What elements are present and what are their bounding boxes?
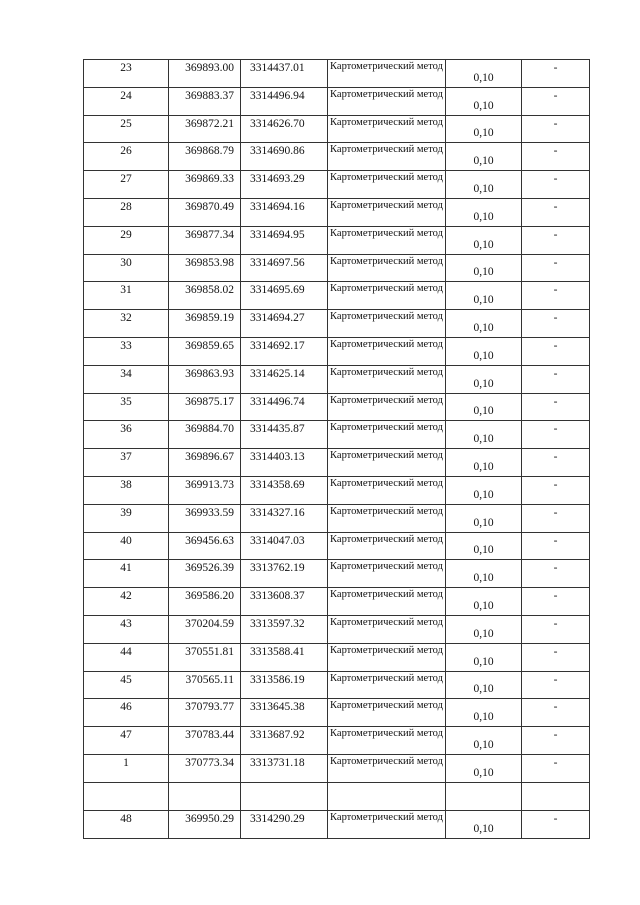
y-coordinate-cell: 3313687.92	[241, 727, 328, 755]
point-number-cell: 23	[84, 60, 169, 88]
y-coordinate-cell: 3314435.87	[241, 421, 328, 449]
point-number-cell: 29	[84, 226, 169, 254]
accuracy-cell: 0,10	[446, 198, 522, 226]
accuracy-cell: 0,10	[446, 588, 522, 616]
x-coordinate-cell: 369933.59	[169, 504, 241, 532]
x-coordinate-cell: 369877.34	[169, 226, 241, 254]
description-cell: -	[522, 115, 590, 143]
accuracy-cell: 0,10	[446, 615, 522, 643]
x-coordinate-cell: 369526.39	[169, 560, 241, 588]
accuracy-cell: 0,10	[446, 699, 522, 727]
point-number-cell: 26	[84, 143, 169, 171]
point-number-cell: 42	[84, 588, 169, 616]
x-coordinate-cell: 369896.67	[169, 449, 241, 477]
x-coordinate-cell: 369950.29	[169, 810, 241, 838]
table-row	[84, 310, 590, 338]
table-row	[84, 87, 590, 115]
y-coordinate-cell: 3314693.29	[241, 171, 328, 199]
table-row	[84, 532, 590, 560]
point-number-cell	[84, 782, 169, 810]
accuracy-cell	[446, 782, 522, 810]
method-cell: Картометрический метод	[328, 699, 446, 727]
point-number-cell: 25	[84, 115, 169, 143]
point-number-cell: 30	[84, 254, 169, 282]
description-cell: -	[522, 615, 590, 643]
point-number-cell: 45	[84, 671, 169, 699]
table-row	[84, 727, 590, 755]
accuracy-cell: 0,10	[446, 671, 522, 699]
method-cell: Картометрический метод	[328, 393, 446, 421]
accuracy-cell: 0,10	[446, 560, 522, 588]
accuracy-cell: 0,10	[446, 337, 522, 365]
table-row	[84, 560, 590, 588]
table-row	[84, 282, 590, 310]
table-row	[84, 615, 590, 643]
accuracy-cell: 0,10	[446, 727, 522, 755]
description-cell: -	[522, 282, 590, 310]
description-cell: -	[522, 393, 590, 421]
method-cell: Картометрический метод	[328, 254, 446, 282]
method-cell: Картометрический метод	[328, 643, 446, 671]
description-cell: -	[522, 588, 590, 616]
accuracy-cell: 0,10	[446, 476, 522, 504]
point-number-cell: 38	[84, 476, 169, 504]
point-number-cell: 46	[84, 699, 169, 727]
x-coordinate-cell: 369456.63	[169, 532, 241, 560]
description-cell: -	[522, 337, 590, 365]
x-coordinate-cell: 369858.02	[169, 282, 241, 310]
description-cell: -	[522, 310, 590, 338]
table-row	[84, 504, 590, 532]
y-coordinate-cell: 3313731.18	[241, 754, 328, 782]
description-cell: -	[522, 560, 590, 588]
x-coordinate-cell: 369893.00	[169, 60, 241, 88]
y-coordinate-cell: 3314694.16	[241, 198, 328, 226]
method-cell: Картометрический метод	[328, 226, 446, 254]
accuracy-cell: 0,10	[446, 365, 522, 393]
method-cell: Картометрический метод	[328, 449, 446, 477]
accuracy-cell: 0,10	[446, 449, 522, 477]
x-coordinate-cell: 369869.33	[169, 171, 241, 199]
accuracy-cell: 0,10	[446, 393, 522, 421]
y-coordinate-cell: 3314290.29	[241, 810, 328, 838]
description-cell: -	[522, 421, 590, 449]
accuracy-cell: 0,10	[446, 115, 522, 143]
table-row	[84, 337, 590, 365]
y-coordinate-cell: 3314625.14	[241, 365, 328, 393]
method-cell: Картометрический метод	[328, 588, 446, 616]
point-number-cell: 35	[84, 393, 169, 421]
method-cell: Картометрический метод	[328, 532, 446, 560]
point-number-cell: 40	[84, 532, 169, 560]
accuracy-cell: 0,10	[446, 87, 522, 115]
method-cell: Картометрический метод	[328, 671, 446, 699]
y-coordinate-cell: 3314690.86	[241, 143, 328, 171]
method-cell	[328, 782, 446, 810]
description-cell: -	[522, 810, 590, 838]
description-cell: -	[522, 727, 590, 755]
accuracy-cell: 0,10	[446, 643, 522, 671]
description-cell: -	[522, 365, 590, 393]
x-coordinate-cell: 369863.93	[169, 365, 241, 393]
accuracy-cell: 0,10	[446, 810, 522, 838]
method-cell: Картометрический метод	[328, 171, 446, 199]
x-coordinate-cell: 370204.59	[169, 615, 241, 643]
table-row	[84, 754, 590, 782]
description-cell: -	[522, 476, 590, 504]
table-row	[84, 782, 590, 810]
x-coordinate-cell: 370551.81	[169, 643, 241, 671]
point-number-cell: 37	[84, 449, 169, 477]
x-coordinate-cell: 369868.79	[169, 143, 241, 171]
accuracy-cell: 0,10	[446, 754, 522, 782]
description-cell: -	[522, 254, 590, 282]
point-number-cell: 44	[84, 643, 169, 671]
method-cell: Картометрический метод	[328, 560, 446, 588]
method-cell: Картометрический метод	[328, 115, 446, 143]
y-coordinate-cell: 3314437.01	[241, 60, 328, 88]
table-row	[84, 226, 590, 254]
y-coordinate-cell: 3313597.32	[241, 615, 328, 643]
y-coordinate-cell: 3314692.17	[241, 337, 328, 365]
point-number-cell: 28	[84, 198, 169, 226]
x-coordinate-cell: 370783.44	[169, 727, 241, 755]
method-cell: Картометрический метод	[328, 310, 446, 338]
y-coordinate-cell: 3314047.03	[241, 532, 328, 560]
x-coordinate-cell: 369884.70	[169, 421, 241, 449]
table-row	[84, 115, 590, 143]
x-coordinate-cell: 369859.65	[169, 337, 241, 365]
table-row	[84, 254, 590, 282]
table-row	[84, 476, 590, 504]
description-cell: -	[522, 198, 590, 226]
y-coordinate-cell: 3314358.69	[241, 476, 328, 504]
description-cell: -	[522, 60, 590, 88]
point-number-cell: 31	[84, 282, 169, 310]
y-coordinate-cell: 3314697.56	[241, 254, 328, 282]
accuracy-cell: 0,10	[446, 171, 522, 199]
description-cell: -	[522, 449, 590, 477]
coordinates-table-body	[84, 60, 590, 839]
x-coordinate-cell: 370565.11	[169, 671, 241, 699]
accuracy-cell: 0,10	[446, 421, 522, 449]
accuracy-cell: 0,10	[446, 310, 522, 338]
method-cell: Картометрический метод	[328, 143, 446, 171]
description-cell: -	[522, 143, 590, 171]
table-row	[84, 588, 590, 616]
accuracy-cell: 0,10	[446, 226, 522, 254]
table-row	[84, 171, 590, 199]
accuracy-cell: 0,10	[446, 143, 522, 171]
point-number-cell: 47	[84, 727, 169, 755]
point-number-cell: 1	[84, 754, 169, 782]
point-number-cell: 39	[84, 504, 169, 532]
x-coordinate-cell: 369883.37	[169, 87, 241, 115]
method-cell: Картометрический метод	[328, 504, 446, 532]
table-row	[84, 421, 590, 449]
method-cell: Картометрический метод	[328, 615, 446, 643]
x-coordinate-cell: 369853.98	[169, 254, 241, 282]
coordinates-table	[83, 59, 590, 839]
y-coordinate-cell: 3313762.19	[241, 560, 328, 588]
accuracy-cell: 0,10	[446, 282, 522, 310]
y-coordinate-cell: 3313586.19	[241, 671, 328, 699]
method-cell: Картометрический метод	[328, 754, 446, 782]
y-coordinate-cell: 3314496.94	[241, 87, 328, 115]
y-coordinate-cell: 3314695.69	[241, 282, 328, 310]
description-cell: -	[522, 699, 590, 727]
y-coordinate-cell: 3313588.41	[241, 643, 328, 671]
method-cell: Картометрический метод	[328, 282, 446, 310]
method-cell: Картометрический метод	[328, 337, 446, 365]
x-coordinate-cell: 369872.21	[169, 115, 241, 143]
x-coordinate-cell: 369875.17	[169, 393, 241, 421]
y-coordinate-cell: 3314694.27	[241, 310, 328, 338]
method-cell: Картометрический метод	[328, 810, 446, 838]
x-coordinate-cell	[169, 782, 241, 810]
table-row	[84, 810, 590, 838]
description-cell	[522, 782, 590, 810]
point-number-cell: 34	[84, 365, 169, 393]
table-row	[84, 365, 590, 393]
method-cell: Картометрический метод	[328, 421, 446, 449]
table-row	[84, 393, 590, 421]
point-number-cell: 36	[84, 421, 169, 449]
table-row	[84, 699, 590, 727]
table-row	[84, 449, 590, 477]
table-row	[84, 60, 590, 88]
y-coordinate-cell: 3313608.37	[241, 588, 328, 616]
table-row	[84, 643, 590, 671]
point-number-cell: 32	[84, 310, 169, 338]
description-cell: -	[522, 754, 590, 782]
accuracy-cell: 0,10	[446, 504, 522, 532]
description-cell: -	[522, 532, 590, 560]
point-number-cell: 24	[84, 87, 169, 115]
description-cell: -	[522, 171, 590, 199]
y-coordinate-cell: 3314694.95	[241, 226, 328, 254]
method-cell: Картометрический метод	[328, 60, 446, 88]
point-number-cell: 41	[84, 560, 169, 588]
y-coordinate-cell: 3314327.16	[241, 504, 328, 532]
method-cell: Картометрический метод	[328, 476, 446, 504]
accuracy-cell: 0,10	[446, 532, 522, 560]
y-coordinate-cell	[241, 782, 328, 810]
table-row	[84, 198, 590, 226]
description-cell: -	[522, 504, 590, 532]
point-number-cell: 33	[84, 337, 169, 365]
y-coordinate-cell: 3314496.74	[241, 393, 328, 421]
method-cell: Картометрический метод	[328, 87, 446, 115]
x-coordinate-cell: 369870.49	[169, 198, 241, 226]
description-cell: -	[522, 226, 590, 254]
description-cell: -	[522, 87, 590, 115]
accuracy-cell: 0,10	[446, 254, 522, 282]
method-cell: Картометрический метод	[328, 198, 446, 226]
y-coordinate-cell: 3314626.70	[241, 115, 328, 143]
description-cell: -	[522, 671, 590, 699]
point-number-cell: 48	[84, 810, 169, 838]
table-row	[84, 143, 590, 171]
x-coordinate-cell: 369913.73	[169, 476, 241, 504]
y-coordinate-cell: 3313645.38	[241, 699, 328, 727]
x-coordinate-cell: 369859.19	[169, 310, 241, 338]
method-cell: Картометрический метод	[328, 727, 446, 755]
description-cell: -	[522, 643, 590, 671]
x-coordinate-cell: 370773.34	[169, 754, 241, 782]
point-number-cell: 27	[84, 171, 169, 199]
accuracy-cell: 0,10	[446, 60, 522, 88]
y-coordinate-cell: 3314403.13	[241, 449, 328, 477]
table-row	[84, 671, 590, 699]
x-coordinate-cell: 370793.77	[169, 699, 241, 727]
point-number-cell: 43	[84, 615, 169, 643]
x-coordinate-cell: 369586.20	[169, 588, 241, 616]
method-cell: Картометрический метод	[328, 365, 446, 393]
